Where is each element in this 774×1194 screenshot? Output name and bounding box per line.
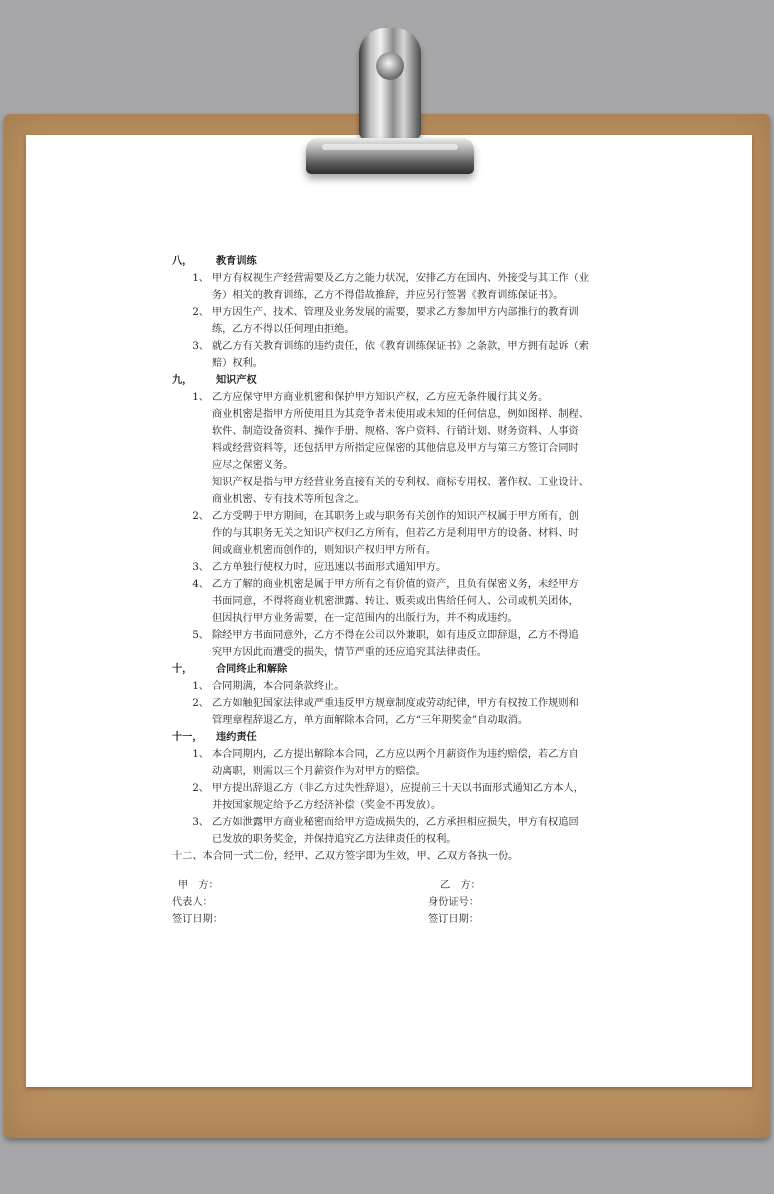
- clause-line: 本合同期内，乙方提出解除本合同，乙方应以两个月薪资作为违约赔偿，若乙方自: [212, 749, 579, 760]
- party-a-label: 甲 方：: [178, 880, 219, 891]
- clause-text: [212, 627, 612, 661]
- clip-shine: [322, 144, 458, 150]
- clause-number: 2、: [192, 511, 209, 522]
- clause-line: 乙方单独行使权力时，应迅速以书面形式通知甲方。: [212, 562, 447, 573]
- clause-line: 书面同意，不得将商业机密泄露、转让、贩卖或出售给任何人、公司或机关团体，: [212, 596, 579, 607]
- clause-line: 料或经营资料等，还包括甲方所指定应保密的其他信息及甲方与第三方签订合同时: [212, 443, 579, 454]
- clause-line: 乙方应保守甲方商业机密和保护甲方知识产权，乙方应无条件履行其义务。: [212, 392, 549, 403]
- clause-line: 作的与其职务无关之知识产权归乙方所有，但若乙方是利用甲方的设备、材料、时: [212, 528, 579, 539]
- section-heading: [172, 372, 612, 389]
- clause-item: [172, 627, 612, 661]
- clause-item: [172, 695, 612, 729]
- clause-line: 乙方如触犯国家法律或严重违反甲方规章制度或劳动纪律，甲方有权按工作规则和: [212, 698, 579, 709]
- party-b-label: 乙 方：: [440, 880, 481, 891]
- section-title: 知识产权: [216, 374, 257, 386]
- clause-number: 4、: [192, 579, 209, 590]
- section-heading: [172, 729, 612, 746]
- clause-text: [212, 304, 612, 338]
- clause-item: [172, 304, 612, 338]
- clause-line: 应尽之保密义务。: [212, 460, 294, 471]
- sign-date-a-label: 签订日期：: [172, 914, 223, 925]
- clause-item: [172, 338, 612, 372]
- clause-line: 但因执行甲方业务需要，在一定范围内的出版行为，并不构成违约。: [212, 613, 518, 624]
- clip-lever: [359, 28, 421, 140]
- section-heading: [172, 253, 612, 270]
- clause-line: 甲方提出辞退乙方（非乙方过失性辞退），应提前三十天以书面形式通知乙方本人，: [212, 783, 584, 794]
- clause-text: [212, 576, 612, 627]
- clause-line: 甲方有权视生产经营需要及乙方之能力状况，安排乙方在国内、外接受与其工作（业: [212, 273, 589, 284]
- clause-line: 务）相关的教育训练，乙方不得借故推辞，并应另行签署《教育训练保证书》。: [212, 290, 564, 301]
- sign-date-b-label: 签订日期：: [428, 914, 479, 925]
- clause-text: [212, 406, 612, 474]
- section-title: 合同终止和解除: [216, 663, 288, 675]
- clause-item: [172, 678, 612, 695]
- section-number: 十一，: [172, 731, 203, 743]
- clause-item: [172, 406, 612, 474]
- clause-item: [172, 270, 612, 304]
- clause-line: 商业机密是指甲方所使用且为其竞争者未使用或未知的任何信息，例如图样、制程、: [212, 409, 589, 420]
- clause-text: [212, 474, 612, 508]
- clause-number: [172, 406, 212, 474]
- id-number-label: 身份证号：: [428, 897, 479, 908]
- clause-number: 3、: [192, 341, 209, 352]
- section-title: 违约责任: [216, 731, 257, 743]
- clause-number: 1、: [192, 681, 209, 692]
- clause-line: 乙方如泄露甲方商业秘密而给甲方造成损失的，乙方承担相应损失，甲方有权追回: [212, 817, 579, 828]
- clause-number: 1、: [192, 749, 209, 760]
- clause-item: [172, 814, 612, 848]
- clause-number: 2、: [192, 307, 209, 318]
- clause-number: 5、: [192, 630, 209, 641]
- clause-text: [212, 695, 612, 729]
- clause-line: 就乙方有关教育训练的违约责任，依《教育训练保证书》之条款，甲方拥有起诉（索: [212, 341, 589, 352]
- clause-line: 合同期满，本合同条款终止。: [212, 681, 345, 692]
- contract-text: [172, 253, 612, 928]
- clause-line: 间或商业机密而创作的，则知识产权归甲方所有。: [212, 545, 437, 556]
- clause-item: [172, 508, 612, 559]
- clause-line: 甲方因生产、技术、管理及业务发展的需要，要求乙方参加甲方内部推行的教育训: [212, 307, 579, 318]
- section-heading: [172, 661, 612, 678]
- clause-line: 软件、制造设备资料、操作手册、规格、客户资料、行销计划、财务资料、人事资: [212, 426, 579, 437]
- clause-line: 练，乙方不得以任何理由拒绝。: [212, 324, 355, 335]
- clause-number: 3、: [192, 562, 209, 573]
- clause-item: [172, 474, 612, 508]
- clause-text: [212, 780, 612, 814]
- clause-line: 管理章程辞退乙方，单方面解除本合同，乙方“三年期奖金”自动取消。: [212, 715, 529, 726]
- clause-text: [212, 559, 612, 576]
- clause-line: 究甲方因此而遭受的损失，情节严重的还应追究其法律责任。: [212, 647, 488, 658]
- section-number: 十，: [172, 663, 193, 675]
- clause-item: [172, 746, 612, 780]
- signature-row: [172, 877, 612, 894]
- signature-block: [172, 877, 612, 928]
- clause-text: [212, 678, 612, 695]
- clause-number: 1、: [192, 273, 209, 284]
- clause-text: [212, 270, 612, 304]
- section-title: 教育训练: [216, 255, 257, 267]
- section-number: 九，: [172, 374, 193, 386]
- clause-number: [172, 474, 212, 508]
- clip-rivet-icon: [376, 52, 404, 80]
- clause-number: 3、: [192, 817, 209, 828]
- signature-row: [172, 894, 612, 911]
- closing-clause: 十二、本合同一式二份，经甲、乙双方签字即为生效，甲、乙双方各执一份。: [172, 851, 519, 862]
- clause-line: 知识产权是指与甲方经营业务直接有关的专利权、商标专用权、著作权、工业设计、: [212, 477, 589, 488]
- signature-row: [172, 911, 612, 928]
- clause-line: 动离职，则需以三个月薪资作为对甲方的赔偿。: [212, 766, 426, 777]
- clause-number: 2、: [192, 698, 209, 709]
- clause-text: [212, 338, 612, 372]
- clause-line: 乙方了解的商业机密是属于甲方所有之有价值的资产，且负有保密义务，未经甲方: [212, 579, 579, 590]
- clause-number: 2、: [192, 783, 209, 794]
- clause-item: [172, 559, 612, 576]
- clause-text: [212, 814, 612, 848]
- clause-line: 赔）权利。: [212, 358, 263, 369]
- clause-line: 除经甲方书面同意外，乙方不得在公司以外兼职，如有违反立即辞退，乙方不得追: [212, 630, 579, 641]
- clause-item: [172, 780, 612, 814]
- clause-line: 商业机密、专有技术等所包含之。: [212, 494, 365, 505]
- clause-item: [172, 389, 612, 406]
- clause-text: [212, 389, 612, 406]
- clause-number: 1、: [192, 392, 209, 403]
- representative-label: 代表人：: [172, 897, 213, 908]
- clause-text: [212, 746, 612, 780]
- clause-text: [212, 508, 612, 559]
- clause-line: 已发放的职务奖金，并保持追究乙方法律责任的权利。: [212, 834, 457, 845]
- section-number: 八，: [172, 255, 193, 267]
- clause-item: [172, 576, 612, 627]
- clause-line: 乙方受聘于甲方期间，在其职务上或与职务有关创作的知识产权属于甲方所有，创: [212, 511, 579, 522]
- clause-line: 并按国家规定给予乙方经济补偿（奖金不再发放）。: [212, 800, 442, 811]
